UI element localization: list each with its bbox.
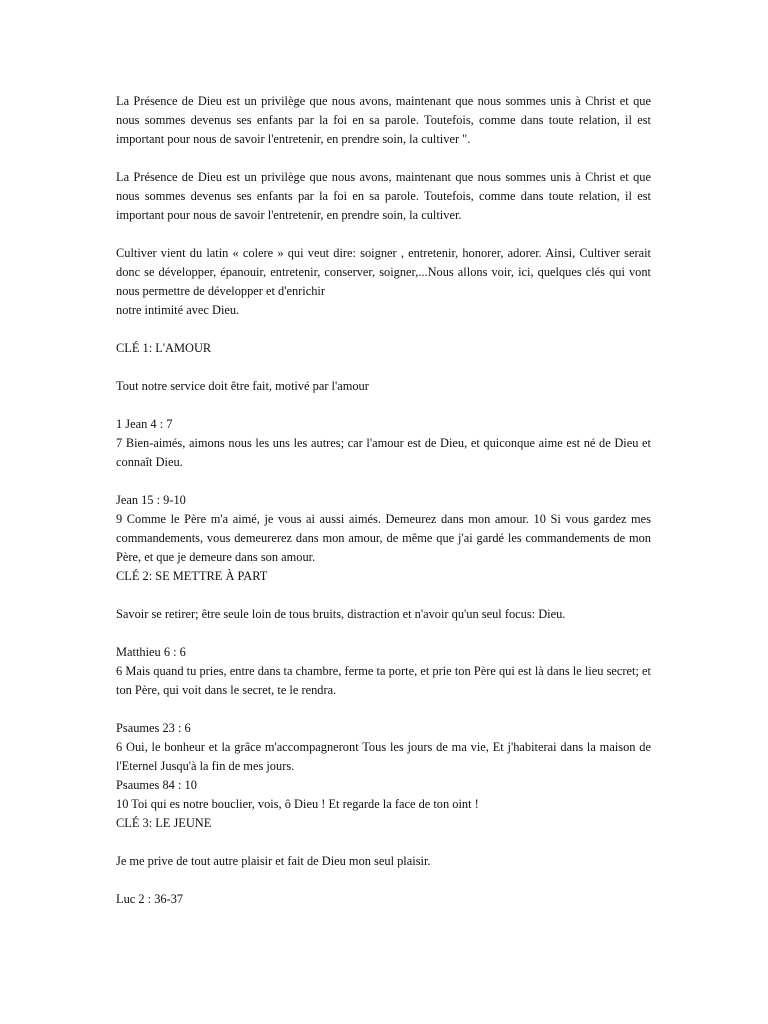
paragraph-presence-1: La Présence de Dieu est un privilège que nous avons, maintenant que nous sommes unis à Christ et que nous sommes devenus ses enfants par la foi en sa parole. Toutefois, comme dans toute relation, il est important pour nous de savoir l'entretenir, en prendre soin, la cultiver ". <box>116 94 651 146</box>
spacer <box>116 700 651 719</box>
spacer <box>116 225 651 244</box>
heading-key-3: CLÉ 3: LE JEUNE <box>116 816 212 830</box>
paragraph-cultiver: Cultiver vient du latin « colere » qui veut dire: soigner , entretenir, honorer, adorer. Ainsi, Cultiver serait donc se développer, épanouir, entretenir, conserver, soigner,...Nous allons voir, ici, quelques clés qui vont nous permettre de développer et d'enrichir <box>116 246 651 298</box>
reference-luc-2: Luc 2 : 36-37 <box>116 892 184 906</box>
reference-psaumes-23-6: Psaumes 23 : 6 <box>116 721 191 735</box>
reference-matthieu-6-6: Matthieu 6 : 6 <box>116 645 186 659</box>
reference-1-jean-4-7: 1 Jean 4 : 7 <box>116 417 173 431</box>
spacer <box>116 624 651 643</box>
heading-key-2: CLÉ 2: SE METTRE À PART <box>116 569 268 583</box>
paragraph-cultiver-end: notre intimité avec Dieu. <box>116 303 240 317</box>
spacer <box>116 472 651 491</box>
document-body <box>116 92 651 909</box>
reference-psaumes-84-10: Psaumes 84 : 10 <box>116 778 197 792</box>
verse-3: 6 Mais quand tu pries, entre dans ta chambre, ferme ta porte, et prie ton Père qui est là dans le lieu secret; et ton Père, qui voit dans le secret, te le rendra. <box>116 664 651 697</box>
spacer <box>116 396 651 415</box>
verse-4: 6 Oui, le bonheur et la grâce m'accompagneront Tous les jours de ma vie, Et j'habiterai dans la maison de l'Eternel Jusqu'à la fin de mes jours. <box>116 740 651 773</box>
spacer <box>116 358 651 377</box>
heading-key-1: CLÉ 1: L'AMOUR <box>116 341 212 355</box>
paragraph-presence-2: La Présence de Dieu est un privilège que nous avons, maintenant que nous sommes unis à Christ et que nous sommes devenus ses enfants par la foi en sa parole. Toutefois, comme dans toute relation, il est important pour nous de savoir l'entretenir, en prendre soin, la cultiver. <box>116 170 651 222</box>
key-2-text: Savoir se retirer; être seule loin de tous bruits, distraction et n'avoir qu'un seul focus: Dieu. <box>116 607 566 621</box>
spacer <box>116 149 651 168</box>
verse-1: 7 Bien-aimés, aimons nous les uns les autres; car l'amour est de Dieu, et quiconque aime est né de Dieu et connaît Dieu. <box>116 436 651 469</box>
spacer <box>116 871 651 890</box>
key-1-text: Tout notre service doit être fait, motivé par l'amour <box>116 379 369 393</box>
key-3-text: Je me prive de tout autre plaisir et fait de Dieu mon seul plaisir. <box>116 854 431 868</box>
spacer <box>116 833 651 852</box>
verse-2: 9 Comme le Père m'a aimé, je vous ai aussi aimés. Demeurez dans mon amour. 10 Si vous gardez mes commandements, vous demeurerez dans mon amour, de même que j'ai gardé les commandements de mon Père, et que je demeure dans son amour. <box>116 512 651 564</box>
spacer <box>116 320 651 339</box>
spacer <box>116 586 651 605</box>
verse-5: 10 Toi qui es notre bouclier, vois, ô Dieu ! Et regarde la face de ton oint ! <box>116 797 479 811</box>
reference-jean-15: Jean 15 : 9-10 <box>116 493 186 507</box>
